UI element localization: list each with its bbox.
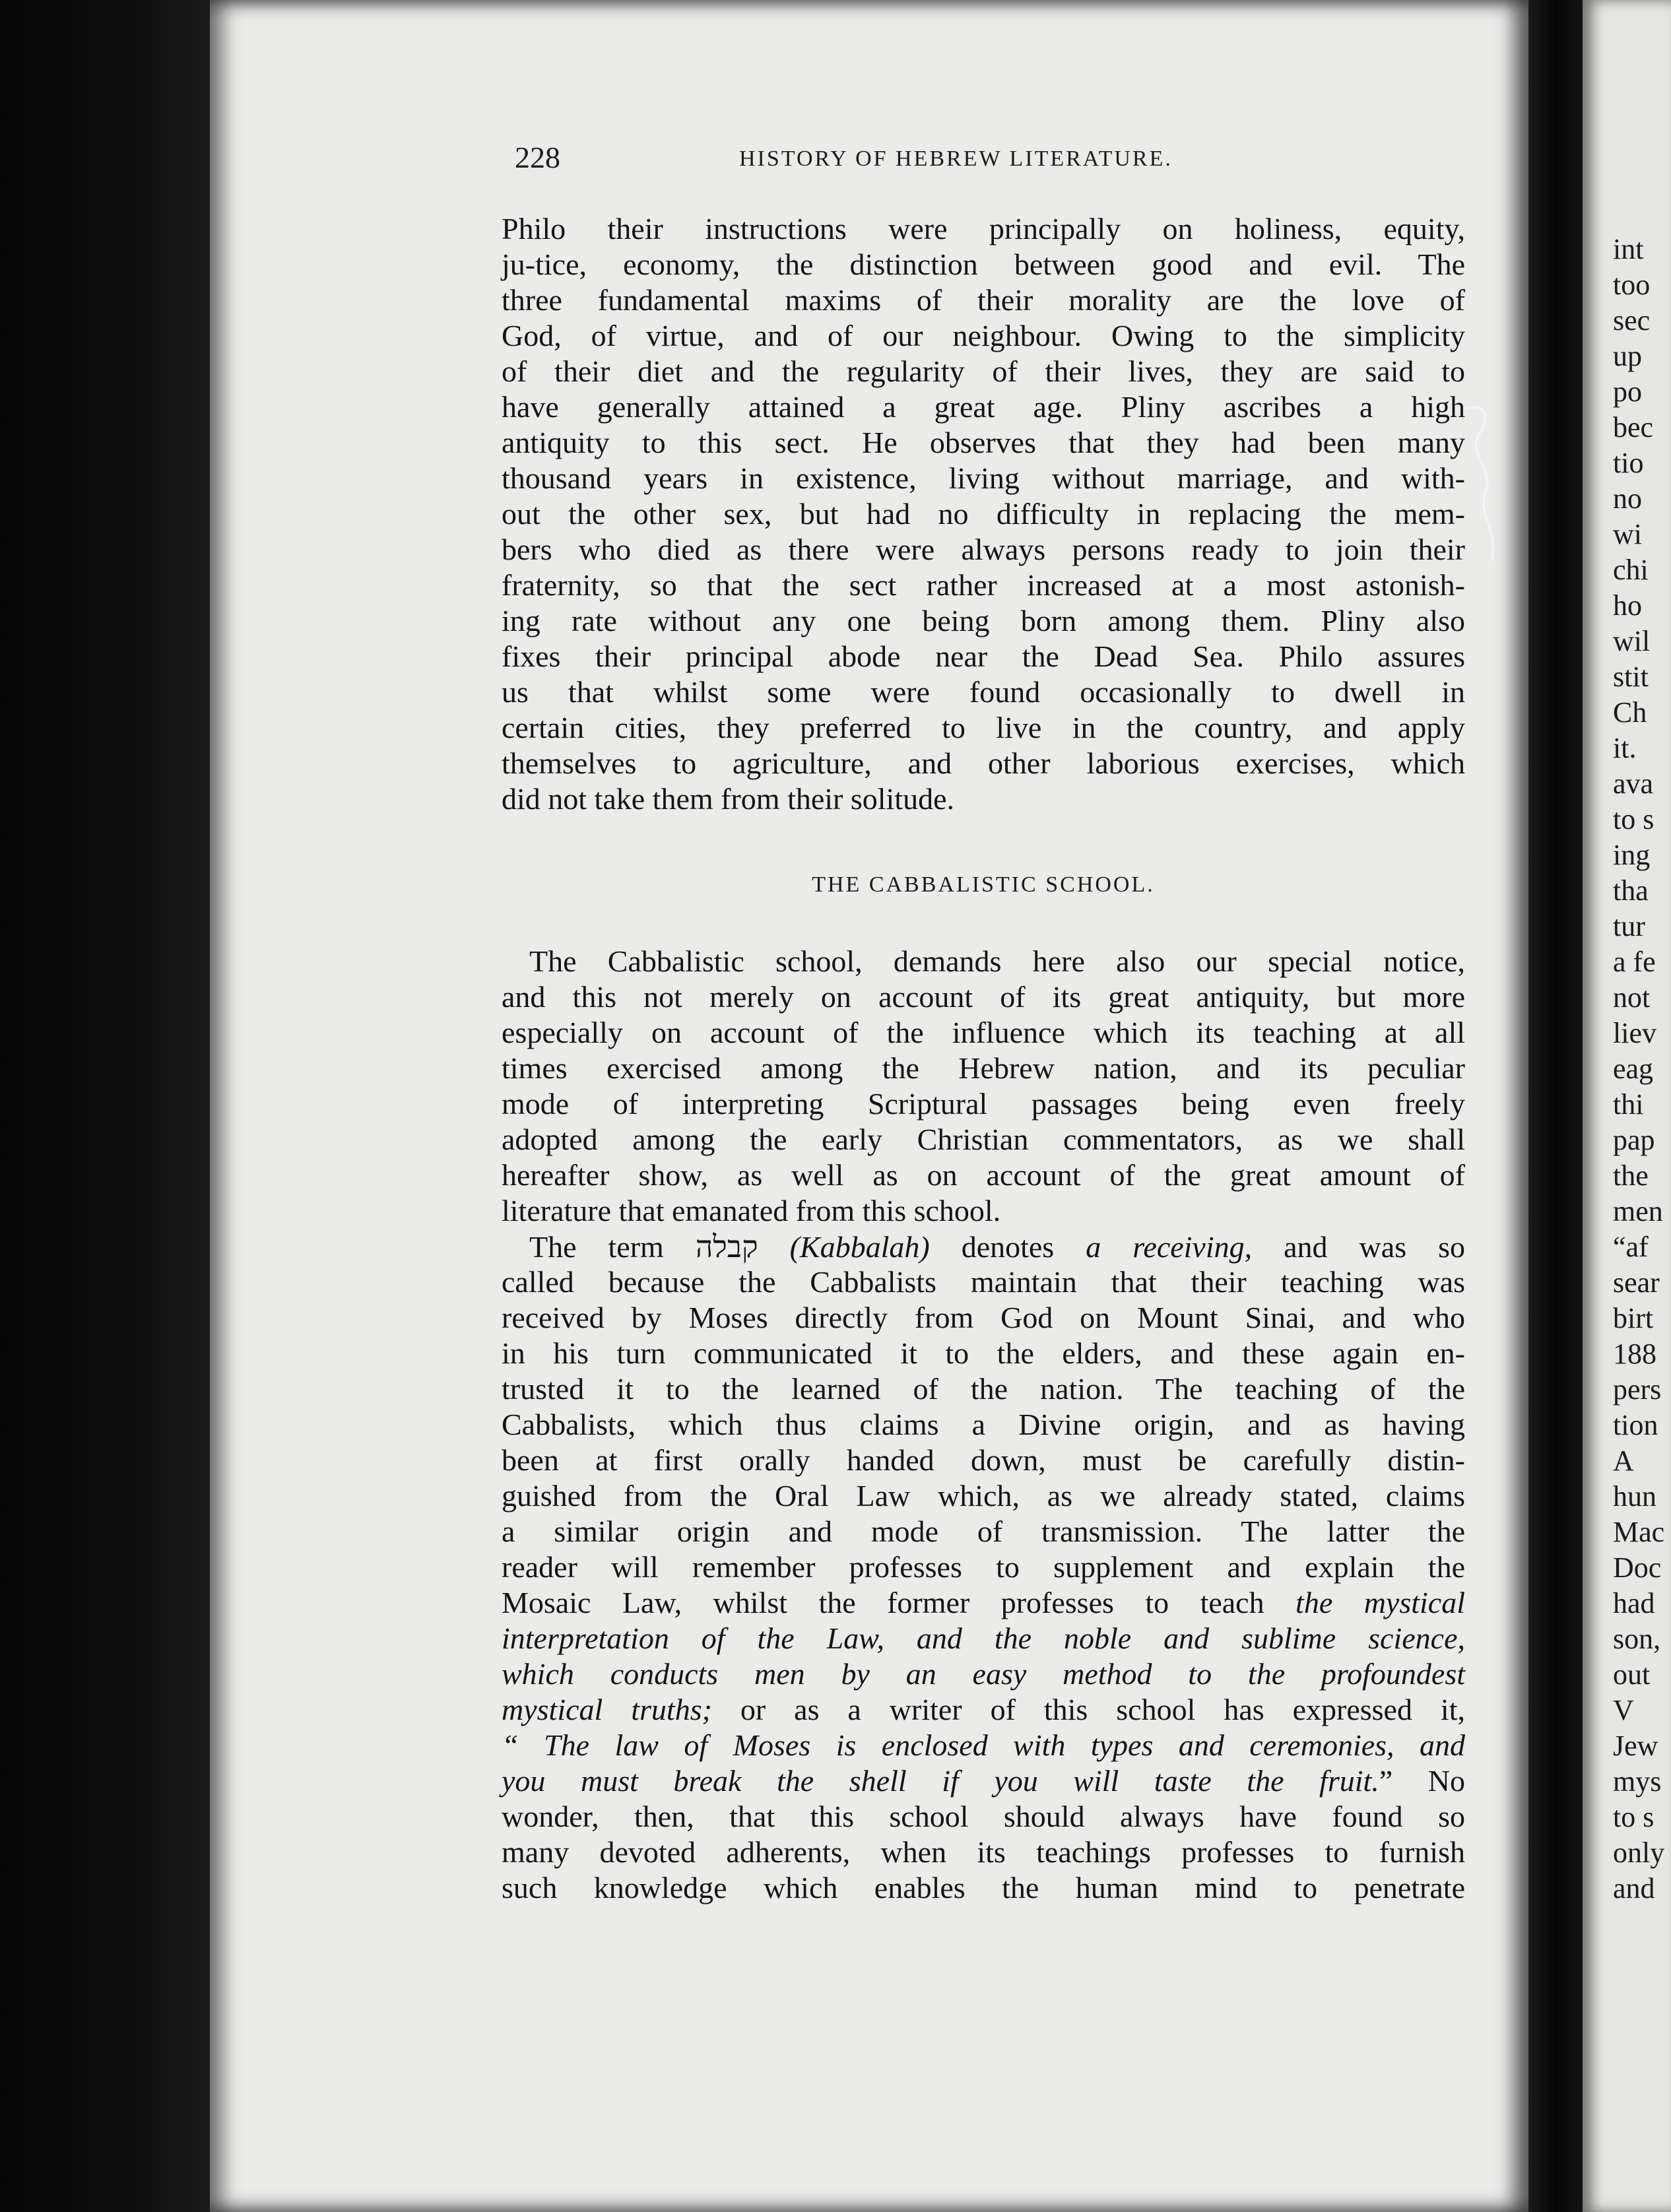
- text-line: Cabbalists, which thus claims a Divine origin, and as having: [502, 1408, 1465, 1441]
- page-number: 228: [515, 141, 560, 174]
- adjacent-page-fragment: too: [1613, 269, 1651, 301]
- text-line: us that whilst some were found occasionally to dwell in: [502, 675, 1465, 709]
- text-line: The Cabbalistic school, demands here also our special notice,: [529, 944, 1465, 978]
- text-line: in his turn communicated it to the elders, and these again en-: [502, 1336, 1465, 1370]
- running-head: [515, 140, 1452, 186]
- adjacent-page-fragment: a fe: [1613, 946, 1656, 978]
- adjacent-page-fragment: it.: [1613, 732, 1637, 764]
- adjacent-page-fragment: tha: [1613, 874, 1649, 907]
- text-line: have generally attained a great age. Pliny ascribes a high: [502, 390, 1465, 424]
- adjacent-page-fragment: tur: [1613, 910, 1645, 942]
- text-line: ju-tice, economy, the distinction between good and evil. The: [502, 247, 1465, 281]
- loose-thread: [1465, 396, 1511, 568]
- adjacent-page-fragment: son,: [1613, 1623, 1661, 1655]
- adjacent-page-fragment: wi: [1613, 518, 1642, 550]
- adjacent-page-strip: [1583, 0, 1671, 2212]
- adjacent-page-fragment: Mac: [1613, 1516, 1665, 1548]
- hebrew-word: קבלה: [695, 1229, 758, 1264]
- text-line: out the other sex, but had no difficulty in replacing the mem-: [502, 497, 1465, 531]
- text-line: such knowledge which enables the human mind to penetrate: [502, 1871, 1465, 1904]
- running-title: HISTORY OF HEBREW LITERATURE.: [739, 146, 1173, 171]
- text-line: mystical truths; or as a writer of this school has expressed it,: [502, 1693, 1465, 1726]
- adjacent-page-fragment: to s: [1613, 1801, 1655, 1833]
- text-line: times exercised among the Hebrew nation, and its peculiar: [502, 1051, 1465, 1085]
- text-line: fraternity, so that the sect rather increased at a most astonish-: [502, 568, 1465, 602]
- adjacent-page-fragment: tio: [1613, 447, 1644, 479]
- adjacent-page-fragment: tion: [1613, 1409, 1658, 1441]
- text-line: The term קבלה (Kabbalah) denotes a receiving, and was so: [529, 1229, 1465, 1264]
- paragraph-cabbalistic-intro: [502, 944, 1465, 1229]
- text-line: Mosaic Law, whilst the former professes to teach the mystical: [502, 1586, 1465, 1619]
- text-line: you must break the shell if you will taste the fruit.” No: [502, 1764, 1465, 1798]
- adjacent-page-fragment: Jew: [1613, 1730, 1658, 1762]
- text-line: wonder, then, that this school should always have found so: [502, 1800, 1465, 1833]
- text-line: called because the Cabbalists maintain that their teaching was: [502, 1265, 1465, 1299]
- text-line: hereafter show, as well as on account of the great amount of: [502, 1158, 1465, 1192]
- adjacent-page-fragment: chi: [1613, 554, 1649, 586]
- text-line: guished from the Oral Law which, as we already stated, claims: [502, 1479, 1465, 1513]
- adjacent-page-fragment: thi: [1613, 1088, 1644, 1121]
- adjacent-page-fragment: “af: [1613, 1231, 1649, 1263]
- adjacent-page-fragment: ho: [1613, 589, 1642, 622]
- text-line: received by Moses directly from God on Mount Sinai, and who: [502, 1301, 1465, 1334]
- paragraph-kabbalah-term: [502, 1229, 1465, 1906]
- text-line: “ The law of Moses is enclosed with types and ceremonies, and: [502, 1728, 1465, 1762]
- adjacent-page-fragment: men: [1613, 1195, 1663, 1227]
- adjacent-page-fragment: not: [1613, 981, 1651, 1014]
- text-line: adopted among the early Christian commentators, as we shall: [502, 1122, 1465, 1156]
- adjacent-page-fragment: A: [1613, 1445, 1634, 1477]
- adjacent-page-fragment: only: [1613, 1837, 1665, 1869]
- adjacent-page-fragment: Ch: [1613, 696, 1647, 729]
- text-line: literature that emanated from this school.: [502, 1194, 1001, 1227]
- adjacent-page-fragment: pers: [1613, 1373, 1662, 1406]
- page-gutter: [1528, 0, 1583, 2212]
- text-line: thousand years in existence, living without marriage, and with-: [502, 461, 1465, 495]
- adjacent-page-fragment: ing: [1613, 839, 1651, 871]
- adjacent-page-fragment: bec: [1613, 411, 1654, 443]
- adjacent-page-fragment: ava: [1613, 767, 1654, 800]
- adjacent-page-fragment: liev: [1613, 1017, 1656, 1049]
- text-line: Philo their instructions were principally on holiness, equity,: [502, 212, 1465, 245]
- text-line: interpretation of the Law, and the noble and sublime science,: [502, 1621, 1465, 1655]
- text-line: especially on account of the influence which its teaching at all: [502, 1016, 1465, 1049]
- text-line: fixes their principal abode near the Dead Sea. Philo assures: [502, 639, 1465, 673]
- adjacent-page-fragment: birt: [1613, 1302, 1654, 1334]
- adjacent-page-fragment: 188: [1613, 1338, 1656, 1370]
- section-heading: THE CABBALISTIC SCHOOL.: [812, 872, 1155, 897]
- adjacent-page-fragment: the: [1613, 1159, 1649, 1192]
- paragraph-essenes: [502, 211, 1465, 817]
- adjacent-page-fragment: int: [1613, 233, 1644, 265]
- adjacent-page-fragment: no: [1613, 482, 1642, 515]
- text-line: themselves to agriculture, and other laborious exercises, which: [502, 746, 1465, 780]
- text-line: reader will remember professes to supplement and explain the: [502, 1550, 1465, 1584]
- adjacent-page-fragment: sec: [1613, 304, 1651, 337]
- adjacent-page-fragment: and: [1613, 1872, 1655, 1904]
- adjacent-page-fragment: wil: [1613, 625, 1651, 657]
- adjacent-page-fragment: out: [1613, 1658, 1651, 1691]
- text-line: did not take them from their solitude.: [502, 782, 955, 816]
- text-line: trusted it to the learned of the nation. The teaching of the: [502, 1372, 1465, 1406]
- text-line: antiquity to this sect. He observes that they had been many: [502, 426, 1465, 459]
- adjacent-page-fragment: pap: [1613, 1124, 1655, 1156]
- adjacent-page-fragment: had: [1613, 1587, 1655, 1619]
- text-line: a similar origin and mode of transmission. The latter the: [502, 1514, 1465, 1548]
- adjacent-page-fragment: hun: [1613, 1480, 1656, 1513]
- adjacent-page-fragment: mys: [1613, 1765, 1662, 1798]
- text-line: of their diet and the regularity of their lives, they are said to: [502, 354, 1465, 388]
- adjacent-page-fragment: up: [1613, 340, 1642, 372]
- text-line: ing rate without any one being born among them. Pliny also: [502, 604, 1465, 637]
- adjacent-page-fragment: eag: [1613, 1053, 1654, 1085]
- adjacent-page-fragment: V: [1613, 1694, 1634, 1726]
- adjacent-page-fragment: po: [1613, 375, 1642, 408]
- left-binding-shadow: [0, 0, 210, 2212]
- text-line: been at first orally handed down, must be carefully distin-: [502, 1443, 1465, 1477]
- adjacent-page-fragment: sear: [1613, 1266, 1660, 1299]
- text-line: and this not merely on account of its great antiquity, but more: [502, 980, 1465, 1014]
- text-line: which conducts men by an easy method to the profoundest: [502, 1657, 1465, 1691]
- text-line: bers who died as there were always persons ready to join their: [502, 533, 1465, 566]
- adjacent-page-fragment: to s: [1613, 803, 1655, 835]
- adjacent-page-fragment: Doc: [1613, 1551, 1662, 1584]
- text-line: certain cities, they preferred to live in the country, and apply: [502, 711, 1465, 744]
- text-line: three fundamental maxims of their morality are the love of: [502, 283, 1465, 317]
- adjacent-page-fragment: stit: [1613, 661, 1649, 693]
- text-line: God, of virtue, and of our neighbour. Owing to the simplicity: [502, 319, 1465, 352]
- text-line: many devoted adherents, when its teachings professes to furnish: [502, 1835, 1465, 1869]
- text-line: mode of interpreting Scriptural passages being even freely: [502, 1087, 1465, 1121]
